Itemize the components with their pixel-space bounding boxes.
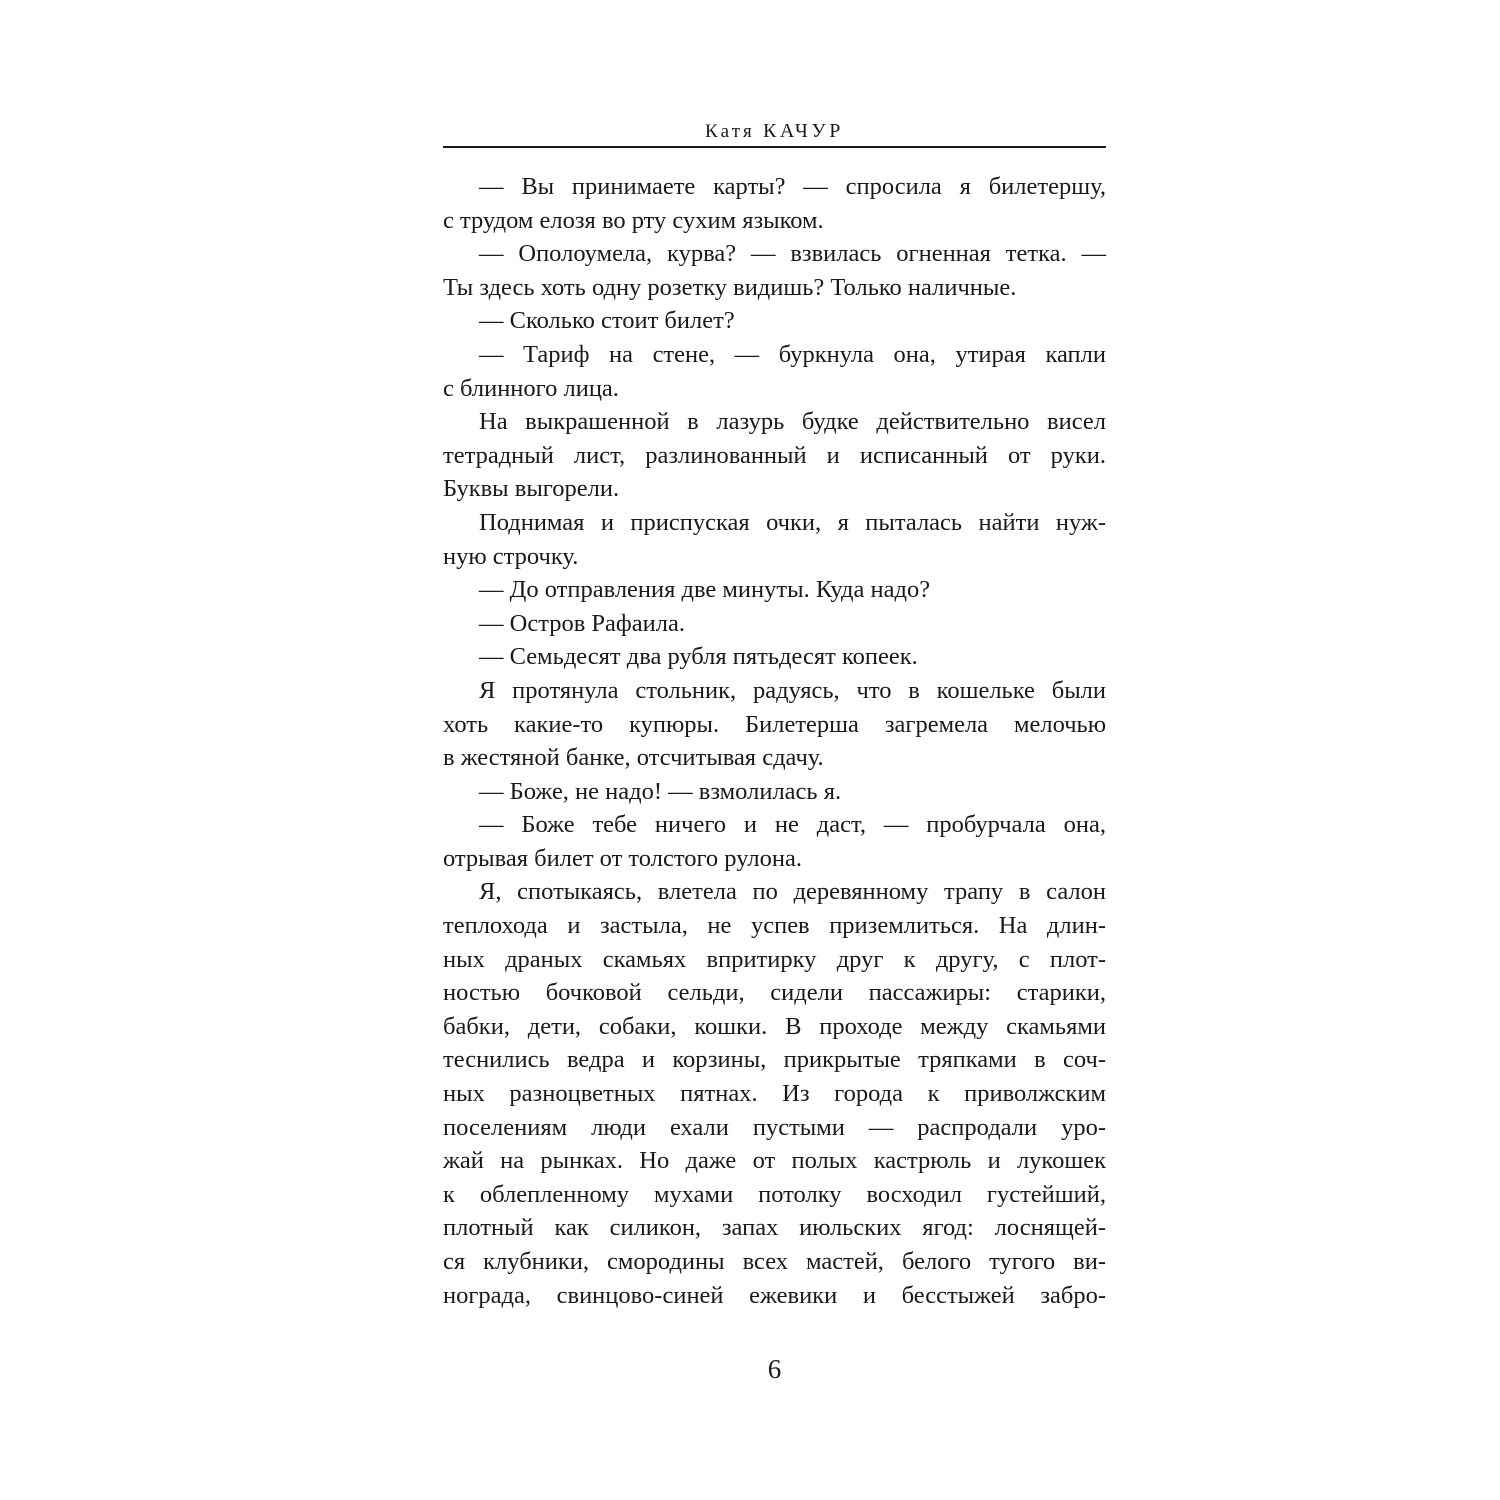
text-line: бабки, дети, собаки, кошки. В проходе между скамьями [443, 1012, 1106, 1040]
text-line: ных разноцветных пятнах. Из города к приволжским [443, 1080, 1106, 1108]
text-line: тетрадный лист, разлинованный и исписанный от руки. [443, 441, 1106, 469]
text-line: На выкрашенной в лазурь будке действительно висел [479, 408, 1106, 436]
text-line: хоть какие-то купюры. Билетерша загремела мелочью [443, 710, 1106, 738]
body-text [443, 170, 1106, 1312]
text-line: ную строчку. [443, 542, 579, 570]
header-author-last-name: КАЧУР [762, 120, 844, 142]
text-line: — До отправления две минуты. Куда надо? [479, 576, 931, 604]
text-line: — Сколько стоит билет? [479, 307, 735, 335]
text-line: — Семьдесят два рубля пятьдесят копеек. [479, 643, 918, 671]
text-line: теплохода и застыла, не успев приземлиться. На длин- [443, 912, 1106, 940]
header-rule [443, 146, 1106, 148]
text-line: нограда, свинцово-синей ежевики и бесстыжей забро- [443, 1281, 1106, 1309]
text-line: жай на рынках. Но даже от полых кастрюль и лукошек [443, 1147, 1106, 1175]
running-header [443, 118, 1106, 144]
text-line: с трудом елозя во рту сухим языком. [443, 206, 824, 234]
text-line: Я, спотыкаясь, влетела по деревянному трапу в салон [479, 878, 1106, 906]
text-line: Поднимая и приспуская очки, я пыталась найти нуж- [479, 508, 1106, 536]
text-line: — Тариф на стене, — буркнула она, утирая капли [479, 340, 1106, 368]
page-number: 6 [767, 1354, 782, 1384]
text-line: Я протянула стольник, радуясь, что в кошельке были [479, 676, 1106, 704]
text-line: Ты здесь хоть одну розетку видишь? Только наличные. [443, 273, 1017, 301]
text-line: плотный как силикон, запах июльских ягод: лоснящей- [443, 1214, 1106, 1242]
text-line: Буквы выгорели. [443, 475, 620, 503]
text-line: теснились ведра и корзины, прикрытые тряпками в соч- [443, 1046, 1106, 1074]
text-line: с блинного лица. [443, 374, 619, 402]
header-author-first-name: Катя [705, 121, 755, 142]
text-line: ностью бочковой сельди, сидели пассажиры: старики, [443, 979, 1106, 1007]
text-line: — Вы принимаете карты? — спросила я билетершу, [479, 173, 1106, 200]
text-line: в жестяной банке, отсчитывая сдачу. [443, 744, 824, 772]
text-line: — Остров Рафаила. [479, 609, 685, 637]
text-line: — Боже, не надо! — взмолилась я. [479, 777, 842, 805]
text-line: ся клубники, смородины всех мастей, белого тугого ви- [443, 1248, 1106, 1275]
text-line: ных драных скамьях впритирку друг к другу, с плот- [443, 945, 1106, 973]
text-line: — Ополоумела, курва? — взвилась огненная тетка. — [479, 240, 1106, 268]
text-line: отрывая билет от толстого рулона. [443, 844, 802, 872]
text-line: к облепленному мухами потолку восходил густейший, [443, 1180, 1106, 1208]
text-line: — Боже тебе ничего и не даст, — пробурчала она, [479, 811, 1106, 839]
text-line: поселениям люди ехали пустыми — распродали уро- [443, 1113, 1106, 1141]
